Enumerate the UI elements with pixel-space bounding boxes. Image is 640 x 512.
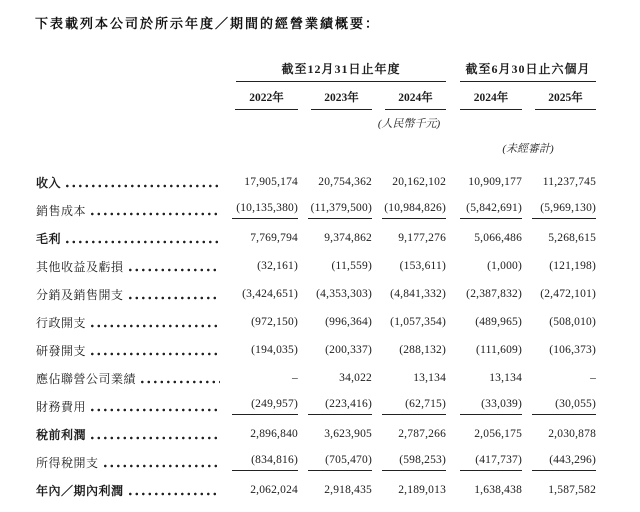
table-row-gross-profit (36, 225, 596, 253)
cell-value: 20,162,102 (392, 176, 447, 189)
year-header-2023: 2023年 (311, 89, 372, 110)
table-row-distribution-selling-expenses (36, 281, 596, 309)
cell-value: 2,062,024 (250, 484, 298, 497)
dot-leader (91, 436, 220, 440)
cell-value: (598,253) (382, 455, 446, 472)
row-label: 研發開支 (36, 344, 87, 358)
cell-value: 13,134 (489, 372, 523, 385)
results-summary-table (36, 56, 596, 505)
cell-value: (2,472,101) (540, 288, 597, 301)
cell-value: 10,909,177 (468, 176, 523, 189)
table-row-finance-costs (36, 393, 596, 421)
cell-value: 17,905,174 (244, 176, 298, 189)
table-row-rd-expenses (36, 337, 596, 365)
cell-value: 13,134 (413, 372, 447, 385)
year-header-row (36, 82, 596, 110)
cell-value: (972,150) (251, 316, 298, 329)
table-row-cost-of-sales (36, 197, 596, 225)
year-header-2025-interim: 2025年 (535, 89, 596, 110)
cell-value: (4,841,332) (390, 288, 447, 301)
cell-value: 9,374,862 (324, 232, 372, 245)
table-row-income-tax-expense (36, 449, 596, 477)
cell-value: (443,296) (532, 455, 596, 472)
row-label: 所得稅開支 (36, 456, 99, 470)
cell-value: (3,424,651) (242, 288, 298, 301)
cell-value: (4,353,303) (316, 288, 372, 301)
cell-value: 2,189,013 (398, 484, 447, 497)
cell-value: (33,039) (460, 399, 522, 416)
dot-leader (91, 352, 220, 356)
cell-value: (5,842,691) (460, 203, 522, 220)
row-label: 收入 (36, 176, 62, 190)
cell-value: 7,769,794 (250, 232, 298, 245)
cell-value: – (292, 372, 298, 385)
row-label: 其他收益及虧損 (36, 260, 124, 274)
cell-value: (288,132) (399, 344, 447, 357)
cell-value: 3,623,905 (324, 428, 372, 441)
row-label: 應佔聯營公司業績 (36, 372, 137, 386)
cell-value: (223,416) (308, 399, 372, 416)
cell-value: (508,010) (549, 316, 597, 329)
cell-value: (30,055) (532, 399, 596, 416)
cell-value: (10,984,826) (382, 203, 446, 220)
dot-leader (129, 296, 220, 300)
cell-value: 20,754,362 (318, 176, 372, 189)
year-header-2024-interim: 2024年 (460, 89, 522, 110)
cell-value: (249,957) (232, 399, 298, 416)
cell-value: (106,373) (549, 344, 597, 357)
dot-leader (141, 380, 220, 384)
cell-value: (1,000) (487, 260, 523, 273)
dot-leader (66, 240, 220, 244)
audit-note-row (36, 131, 596, 156)
row-label: 行政開支 (36, 316, 87, 330)
cell-value: (417,737) (460, 455, 522, 472)
row-label: 年內／期內利潤 (36, 484, 124, 498)
table-row-profit-before-tax (36, 421, 596, 449)
table-row-admin-expenses (36, 309, 596, 337)
cell-value: 2,030,878 (548, 428, 597, 441)
row-label: 稅前利潤 (36, 428, 87, 442)
cell-value: (194,035) (251, 344, 298, 357)
page-title: 下表載列本公司於所示年度／期間的經營業績概要： (35, 16, 381, 31)
cell-value: 2,896,840 (250, 428, 298, 441)
cell-value: 9,177,276 (398, 232, 447, 245)
dot-leader (66, 184, 220, 188)
cell-value: (62,715) (382, 399, 446, 416)
cell-value: (121,198) (549, 260, 597, 273)
unit-note-row (36, 110, 596, 131)
cell-value: (489,965) (475, 316, 523, 329)
cell-value: 5,066,486 (474, 232, 523, 245)
cell-value: (32,161) (257, 260, 298, 273)
cell-value: (11,559) (331, 260, 372, 273)
cell-value: 11,237,745 (542, 176, 597, 189)
cell-value: (834,816) (232, 455, 298, 472)
dot-leader (91, 212, 220, 216)
cell-value: 2,787,266 (398, 428, 447, 441)
table-row-revenue (36, 169, 596, 197)
cell-value: (1,057,354) (390, 316, 447, 329)
cell-value: (10,135,380) (232, 203, 298, 220)
cell-value: 1,587,582 (548, 484, 597, 497)
cell-value: (200,337) (325, 344, 372, 357)
dot-leader (129, 492, 220, 496)
cell-value: (111,609) (476, 344, 523, 357)
cell-value: 2,056,175 (474, 428, 523, 441)
dot-leader (91, 408, 220, 412)
currency-unit-note: (人民幣千元) (377, 118, 441, 130)
year-header-2022: 2022年 (235, 89, 298, 110)
col-group-interim: 截至6月30日止六個月 (460, 60, 596, 82)
col-group-annual: 截至12月31日止年度 (236, 60, 446, 82)
cell-value: 1,638,438 (474, 484, 523, 497)
cell-value: – (590, 372, 597, 385)
cell-value: 5,268,615 (548, 232, 597, 245)
year-header-2024: 2024年 (385, 89, 446, 110)
cell-value: 2,918,435 (324, 484, 372, 497)
cell-value: (2,387,832) (466, 288, 523, 301)
cell-value: (996,364) (325, 316, 372, 329)
cell-value: 34,022 (339, 372, 372, 385)
dot-leader (104, 464, 220, 468)
table-row-other-gains-losses (36, 253, 596, 281)
row-label: 毛利 (36, 232, 62, 246)
cell-value: (705,470) (308, 455, 372, 472)
table-row-share-of-associates (36, 365, 596, 393)
dot-leader (129, 268, 220, 272)
row-label: 銷售成本 (36, 204, 87, 218)
cell-value: (5,969,130) (532, 203, 596, 220)
cell-value: (11,379,500) (308, 203, 372, 220)
cell-value: (153,611) (399, 260, 447, 273)
row-label: 財務費用 (36, 400, 87, 414)
unaudited-note: (未經審計) (502, 143, 554, 155)
dot-leader (91, 324, 220, 328)
column-group-header-row (36, 56, 596, 82)
row-label: 分銷及銷售開支 (36, 288, 124, 302)
table-row-profit-for-period (36, 477, 596, 505)
